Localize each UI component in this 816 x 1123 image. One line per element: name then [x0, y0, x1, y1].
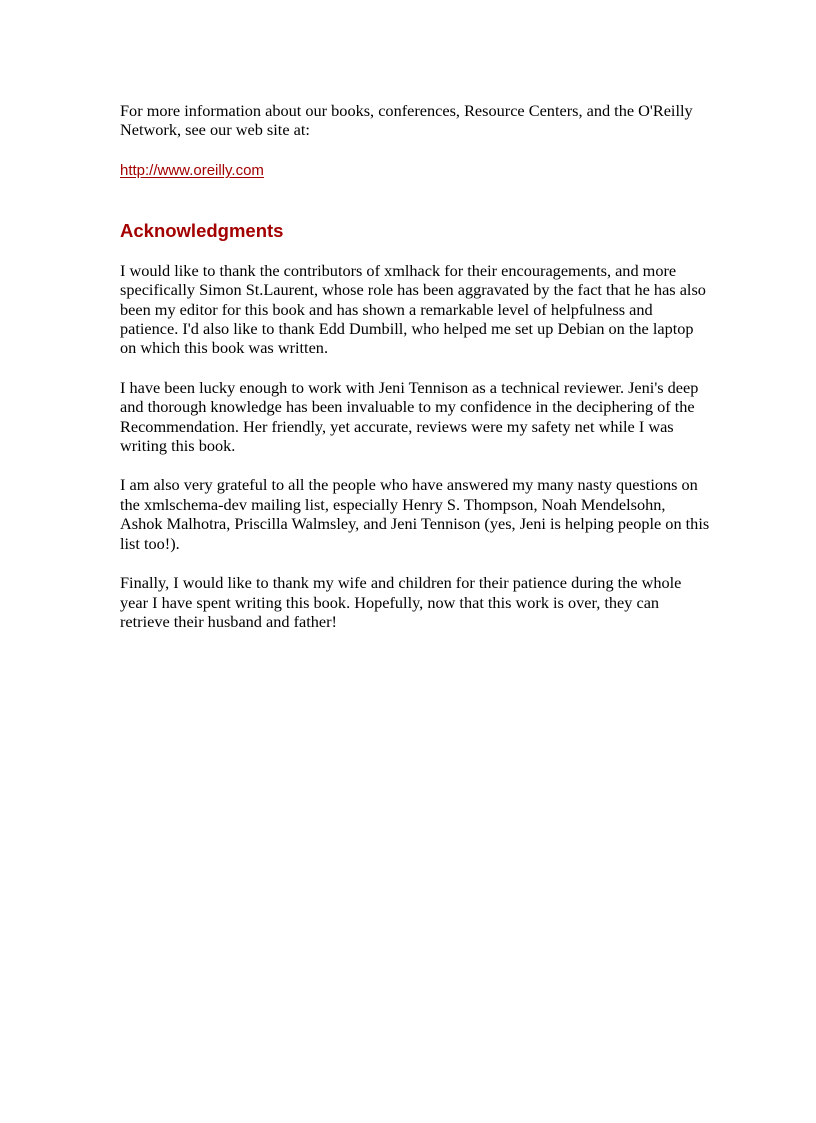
oreilly-website-link[interactable]: http://www.oreilly.com [120, 161, 264, 179]
acknowledgment-paragraph-3: I am also very grateful to all the people who have answered my many nasty questions on the xmlschema-dev mailing list, especially Henry S. Thompson, Noah Mendelsohn, Ashok Malhotra, Priscilla Walmsley, and Jeni Tennison (yes, Jeni is helping people on this list too!). [120, 475, 710, 553]
acknowledgment-paragraph-2: I have been lucky enough to work with Jeni Tennison as a technical reviewer. Jeni's deep and thorough knowledge has been invaluable to my confidence in the deciphering of the Recommendation. Her friendly, yet accurate, reviews were my safety net while I was writing this book. [120, 377, 699, 456]
intro-paragraph: For more information about our books, conferences, Resource Centers, and the O'Reilly Network, see our web site at: [120, 101, 693, 140]
section-heading: Acknowledgments [120, 219, 284, 241]
document-page [120, 101, 710, 651]
acknowledgment-paragraph-1: I would like to thank the contributors of xmlhack for their encouragements, and more specifically Simon St.Laurent, whose role has been aggravated by the fact that he has also been my editor for this book and has shown a remarkable level of helpfulness and patience. I'd also like to thank Edd Dumbill, who helped me set up Debian on the laptop on which this book was written. [120, 260, 706, 358]
acknowledgment-paragraph-4: Finally, I would like to thank my wife and children for their patience during the whole year I have spent writing this book. Hopefully, now that this work is over, they can retrieve their husband and father! [120, 573, 682, 631]
